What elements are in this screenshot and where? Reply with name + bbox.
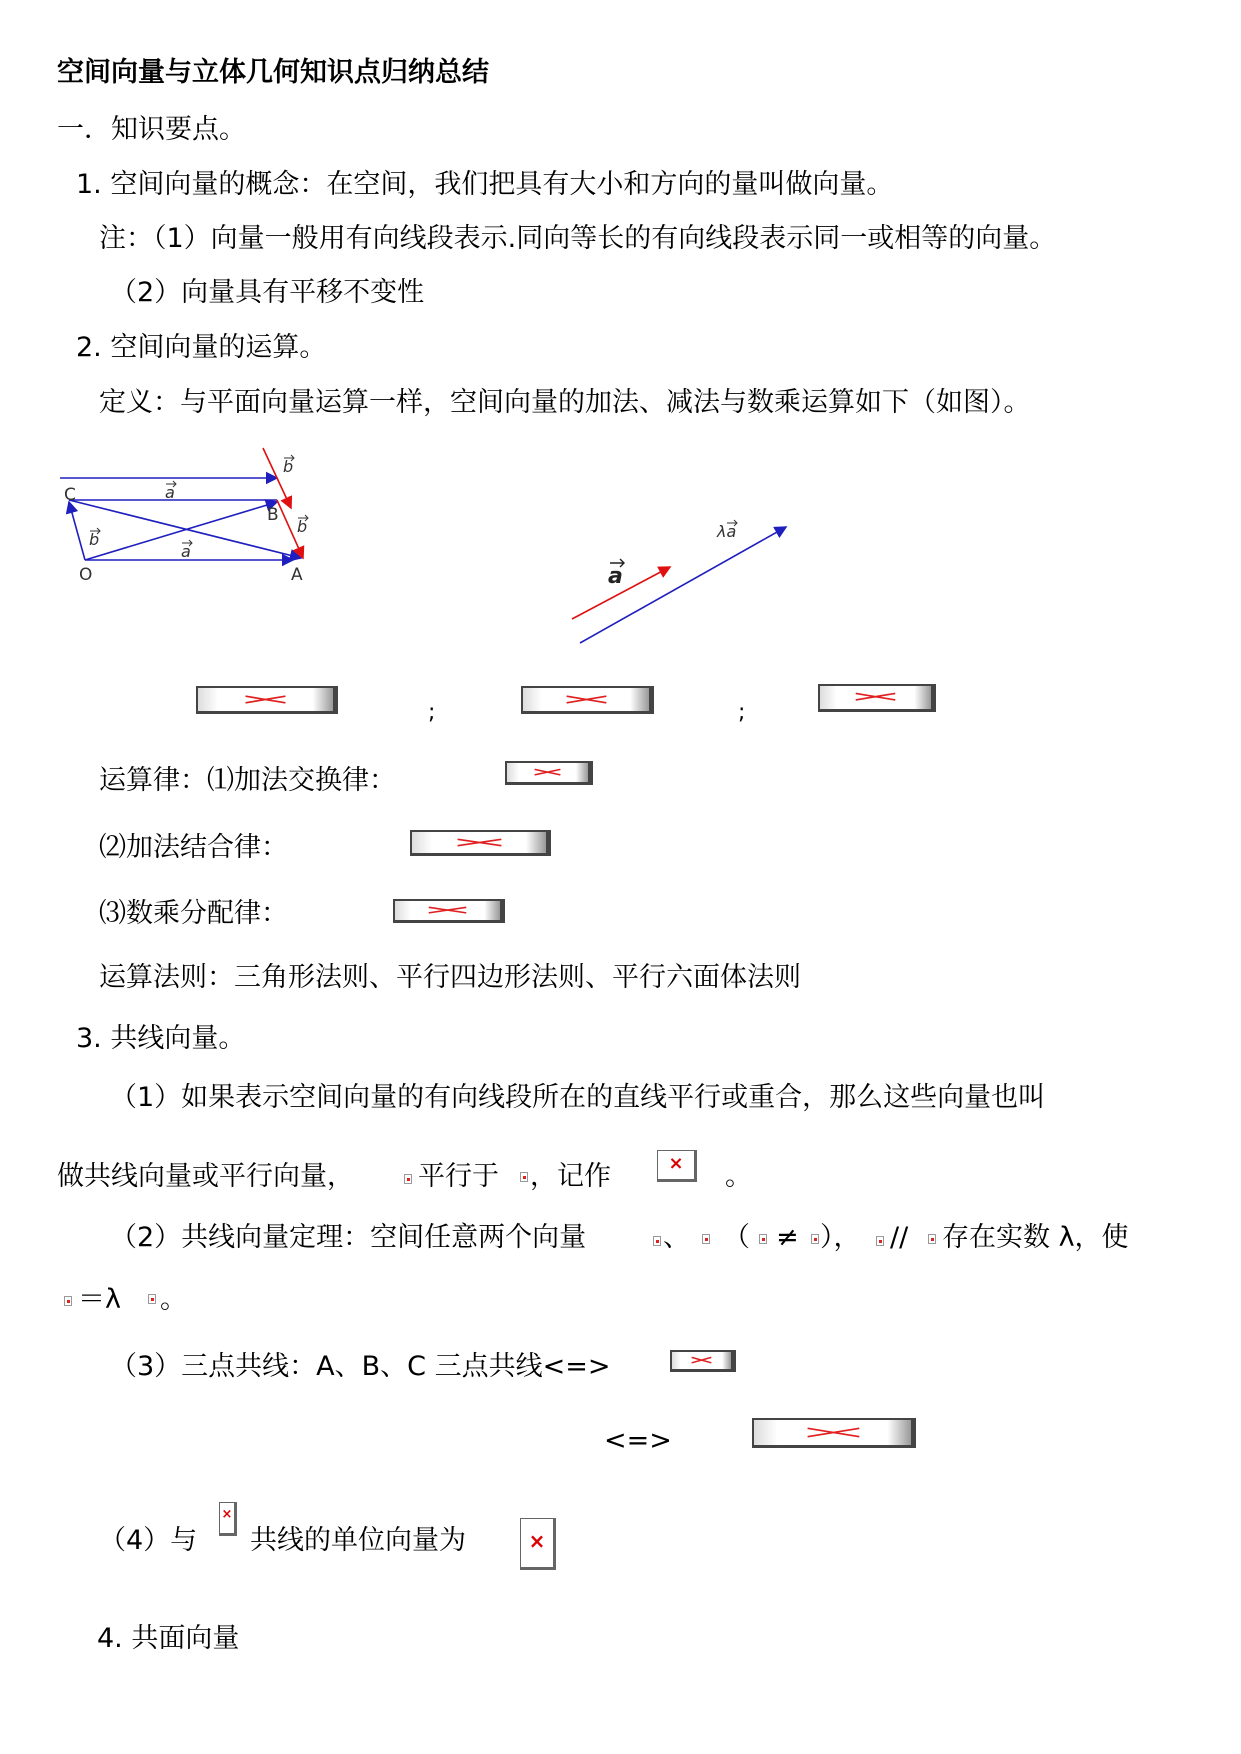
broken-formula-icon: × xyxy=(219,1502,237,1536)
item3-p1-line2c: ，记作 xyxy=(530,1161,611,1192)
broken-symbol xyxy=(520,1172,528,1182)
item3-p1-line1: （1）如果表示空间向量的有向线段所在的直线平行或重合，那么这些向量也叫 xyxy=(110,1082,1046,1113)
item3-p1-line2-end: 。 xyxy=(725,1161,752,1192)
broken-symbol xyxy=(64,1296,72,1306)
broken-symbol xyxy=(928,1234,936,1244)
item3-p3-equiv: <=> xyxy=(604,1425,672,1456)
item3-p2-line2a: ＝λ xyxy=(78,1284,121,1315)
item3-p3: （3）三点共线：A、B、C 三点共线<=> xyxy=(110,1351,611,1382)
separator-2: ; xyxy=(738,700,746,725)
formula-image-associative xyxy=(410,830,551,856)
item1-note2: （2）向量具有平移不变性 xyxy=(110,277,425,308)
label-b-top: b xyxy=(283,457,294,476)
point-label-b: B xyxy=(267,505,279,525)
label-a: a xyxy=(608,564,623,589)
broken-formula-icon: × xyxy=(657,1150,697,1182)
label-b-left: b xyxy=(89,530,100,549)
item2-definition: 定义：与平面向量运算一样，空间向量的加法、减法与数乘运算如下（如图）。 xyxy=(99,387,1031,418)
item3-heading: 3. 共线向量。 xyxy=(76,1023,246,1054)
formula-image-commutative xyxy=(505,761,593,785)
formula-image-addition xyxy=(196,686,338,714)
item3-p4-b: 共线的单位向量为 xyxy=(250,1525,466,1556)
item1-note1: 注：（1）向量一般用有向线段表示.同向等长的有向线段表示同一或相等的向量。 xyxy=(99,223,1057,254)
parallelogram-figure xyxy=(55,440,335,590)
item3-p1-line2b: 平行于 xyxy=(418,1161,499,1192)
page-title: 空间向量与立体几何知识点归纳总结 xyxy=(57,57,489,88)
broken-formula-icon: × xyxy=(520,1518,556,1570)
scalar-multiple-figure xyxy=(560,515,800,645)
separator-1: ; xyxy=(428,700,436,725)
broken-symbol xyxy=(148,1294,156,1304)
broken-symbol xyxy=(811,1234,819,1244)
label-a-top: a xyxy=(165,483,175,502)
formula-image-scalar xyxy=(818,684,936,712)
formula-image-collinear-2 xyxy=(752,1418,916,1448)
formula-image-distributive xyxy=(393,899,505,923)
vector-oc xyxy=(69,502,85,560)
item4-heading: 4. 共面向量 xyxy=(97,1623,240,1654)
item3-p2-c: （ xyxy=(723,1222,750,1253)
item3-p2-e: ）， xyxy=(820,1222,861,1253)
item3-p2-line2b: 。 xyxy=(160,1284,187,1315)
item3-p2-b: 、 xyxy=(663,1222,690,1253)
broken-symbol xyxy=(653,1236,661,1246)
point-label-o: O xyxy=(79,565,93,585)
broken-symbol xyxy=(404,1174,412,1184)
label-lambda-a: λa xyxy=(717,522,737,541)
item3-p4-a: （4）与 xyxy=(99,1525,198,1556)
broken-symbol xyxy=(759,1234,767,1244)
item3-p2-g: 存在实数 λ，使 xyxy=(942,1222,1129,1253)
label-a-mid: a xyxy=(181,542,191,561)
item2-heading: 2. 空间向量的运算。 xyxy=(76,332,327,363)
item3-p1-line2a: 做共线向量或平行向量， xyxy=(57,1161,354,1192)
law-commutative-label: 运算律：⑴加法交换律： xyxy=(99,765,396,796)
item3-p2-d: ≠ xyxy=(776,1222,799,1253)
point-label-c: C xyxy=(64,485,76,505)
broken-symbol xyxy=(876,1236,884,1246)
operation-rules: 运算法则：三角形法则、平行四边形法则、平行六面体法则 xyxy=(99,962,801,993)
law-associative-label: ⑵加法结合律： xyxy=(99,832,288,863)
item3-p2-a: （2）共线向量定理：空间任意两个向量 xyxy=(110,1222,587,1253)
law-distributive-label: ⑶数乘分配律： xyxy=(99,898,288,929)
formula-image-subtraction xyxy=(521,686,654,714)
formula-image-collinear-1 xyxy=(670,1350,736,1372)
item1-heading: 1. 空间向量的概念：在空间，我们把具有大小和方向的量叫做向量。 xyxy=(76,169,894,200)
item3-p2-f: // xyxy=(890,1222,909,1253)
point-label-a: A xyxy=(291,565,303,585)
label-b-right: b xyxy=(297,517,308,536)
broken-symbol xyxy=(702,1234,710,1244)
section-heading: 一．知识要点。 xyxy=(57,114,246,145)
